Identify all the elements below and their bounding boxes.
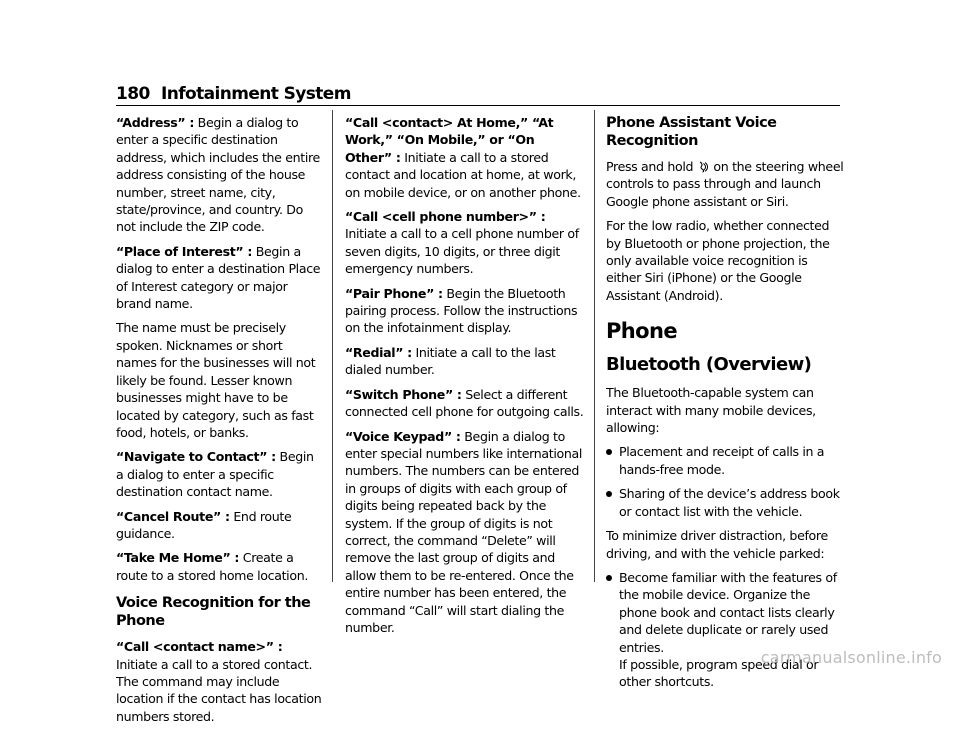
term-cancel-route: “Cancel Route” : [116,508,230,524]
voice-recognition-icon [698,161,708,173]
paragraph-call-location [345,114,585,201]
text-pair-phone: Begin the Bluetooth pairing process. Follow the instructions on the infotainment display. [345,285,578,336]
column-divider-left [332,110,333,582]
term-call-contact: “Call <contact name>” : [116,639,283,655]
paragraph-bluetooth-intro: The Bluetooth-capable system can interact with many mobile devices, allowing: [606,385,816,436]
paragraph-cancel-route [116,508,324,543]
term-call-number: “Call <cell phone number>” : [345,209,546,225]
heading-phone-assistant: Phone Assistant Voice Recognition [606,115,777,149]
page-number: 180 [116,84,150,104]
section-title: Infotainment System [161,84,351,104]
paragraph-phone-assistant [606,158,844,210]
term-voice-keypad: “Voice Keypad” : [345,428,461,444]
heading-phone: Phone [606,319,677,344]
text-navigate-to-contact: Begin a dialog to enter a specific destination contact name. [116,449,314,500]
bullet-text: Placement and receipt of calls in a hands-free mode. [619,444,825,477]
paragraph-call-number [345,208,585,278]
term-pair-phone: “Pair Phone” : [345,285,443,301]
page-header [116,80,840,106]
term-take-me-home: “Take Me Home” : [116,550,240,566]
watermark: carmanualsonline.info [760,648,942,667]
paragraph-pair-phone [345,285,585,337]
paragraph-low-radio: For the low radio, whether connected by Bluetooth or phone projection, the only available voice recognition is either Siri (iPhone) or the Google Assistant (Android). [606,218,830,303]
bullet-icon [606,449,612,455]
text-take-me-home: Create a route to a stored home location. [116,550,308,583]
text-call-location: Initiate a call to a stored contact and location at home, at work, on mobile device, or on another phone. [345,149,581,200]
text-voice-keypad: Begin a dialog to enter special numbers like international numbers. The numbers can be entered in groups of digits with each group of digits being repeated back by the system. If the group of digits is not correct, the command “Delete” will remove the last group of digits and allow them to be re-entered. Once the entire number has been entered, the command “Call” will start dialing the number. [345,428,583,635]
text-call-number: Initiate a call to a cell phone number of seven digits, 10 digits, or three digit emergency numbers. [345,226,579,277]
text-steering-wheel: on the steering wheel controls to pass through and launch Google phone assistant or Siri. [606,159,844,209]
list-item [606,485,844,520]
term-call-location: “Call <contact> At Home,” “At Work,” “On Mobile,” or “On Other” : [345,115,554,165]
paragraph-take-me-home [116,549,324,584]
term-redial: “Redial” : [345,344,412,360]
list-item [606,569,844,691]
text-address: Begin a dialog to enter a specific destination address, which includes the entire address consisting of the house number, street name, city, state/province, and country. Do not include the ZIP code. [116,115,320,235]
bullet-text: Sharing of the device’s address book or contact list with the vehicle. [619,486,840,519]
text-switch-phone: Select a different connected cell phone for outgoing calls. [345,386,584,420]
paragraph-name-note: The name must be precisely spoken. Nicknames or short names for the businesses will not likely be found. Lesser known businesses might have to be located by category, such as fast food, hotels, or banks. [116,320,316,440]
bullet-text-continued: If possible, program speed dial or other shortcuts. [619,656,819,690]
paragraph-voice-keypad [345,428,585,637]
column-3 [606,114,844,698]
term-navigate-to-contact: “Navigate to Contact” : [116,449,276,465]
term-address: “Address” : [116,115,195,130]
text-call-contact: Initiate a call to a stored contact. The command may include location if the contact has location numbers stored. [116,656,322,724]
paragraph-navigate-to-contact [116,448,324,500]
paragraph-address [116,114,324,236]
column-2 [345,114,585,643]
paragraph-redial [345,344,585,379]
text-press-and-hold: Press and hold [606,159,697,174]
bullet-icon [606,575,612,581]
text-redial: Initiate a call to the last dialed number. [345,344,556,378]
paragraph-driver-distraction: To minimize driver distraction, before driving, and with the vehicle parked: [606,528,828,561]
column-1 [116,114,324,732]
term-switch-phone: “Switch Phone” : [345,386,462,402]
list-item [606,443,844,478]
paragraph-switch-phone [345,386,585,421]
text-place-of-interest: Begin a dialog to enter a destination Place of Interest category or major brand name. [116,243,321,312]
paragraph-call-contact [116,638,324,725]
text-cancel-route: End route guidance. [116,508,292,541]
paragraph-place-of-interest [116,243,324,313]
heading-voice-recognition-phone: Voice Recognition for the Phone [116,595,311,630]
bullet-text: Become familiar with the features of the mobile device. Organize the phone book and contact lists clearly and delete duplicate or rarely used entries. [619,569,837,655]
heading-bluetooth-overview: Bluetooth (Overview) [606,354,812,376]
column-divider-right [594,110,595,582]
bullet-icon [606,491,612,497]
term-place-of-interest: “Place of Interest” : [116,243,253,259]
